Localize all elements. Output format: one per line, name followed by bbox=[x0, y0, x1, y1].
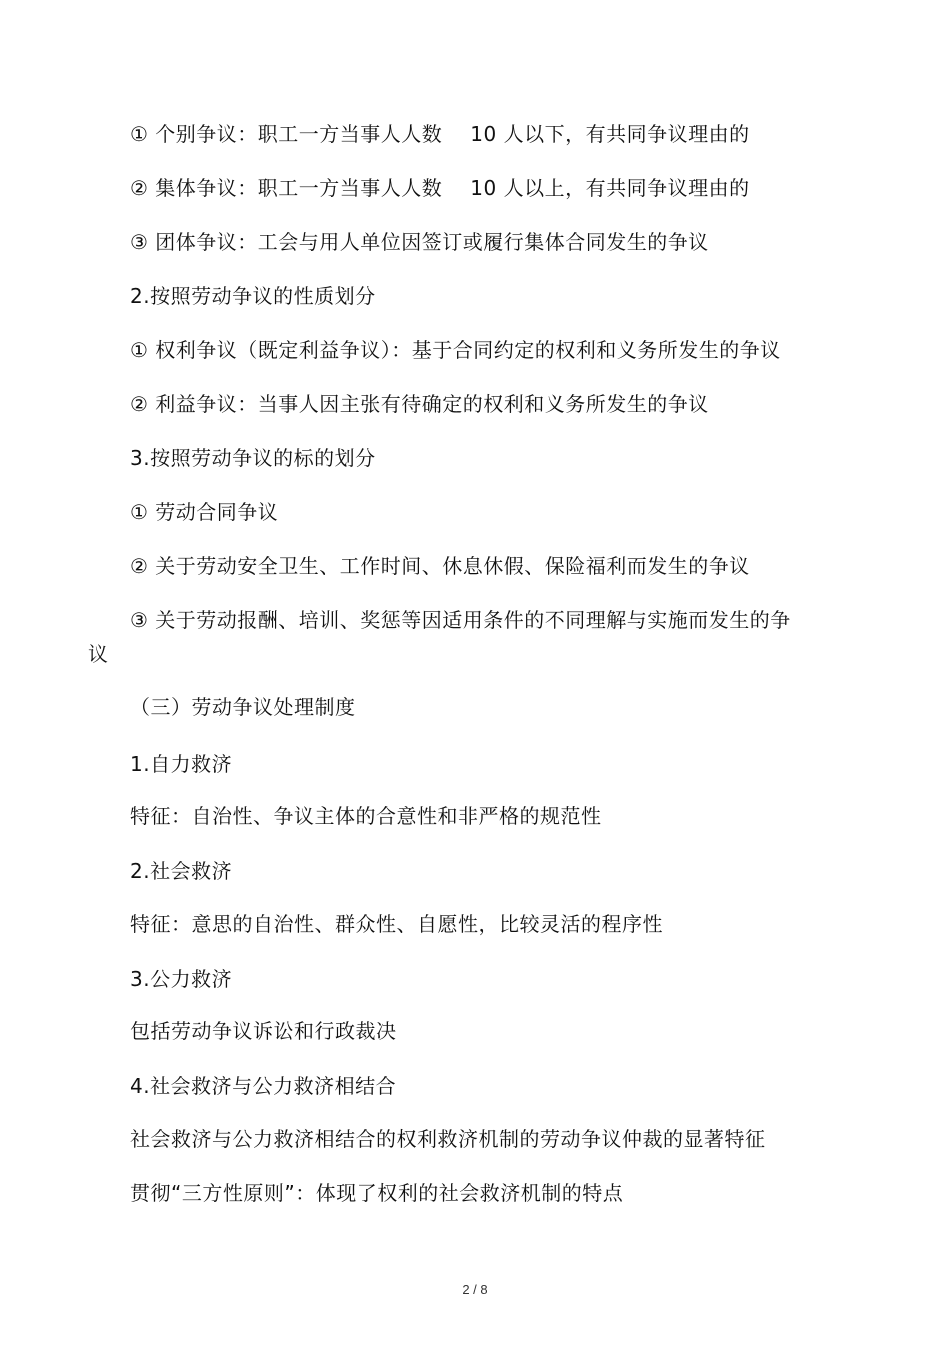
heading-social-remedy: 2.社会救济 bbox=[130, 859, 233, 883]
page-number: 2 / 8 bbox=[462, 1282, 488, 1297]
text-line-individual-dispute: ① 个别争议：职工一方当事人人数 10 人以下，有共同争议理由的 bbox=[130, 122, 750, 146]
heading-by-subject: 3.按照劳动争议的标的划分 bbox=[130, 446, 376, 470]
heading-by-nature: 2.按照劳动争议的性质划分 bbox=[130, 284, 376, 308]
heading-combined-remedy: 4.社会救济与公力救济相结合 bbox=[130, 1074, 397, 1098]
text-line-collective-dispute: ② 集体争议：职工一方当事人人数 10 人以上，有共同争议理由的 bbox=[130, 176, 750, 200]
text-line-pay-dispute: ③ 关于劳动报酬、培训、奖惩等因适用条件的不同理解与实施而发生的争 bbox=[130, 608, 791, 632]
heading-self-remedy: 1.自力救济 bbox=[130, 752, 233, 776]
heading-public-remedy: 3.公力救济 bbox=[130, 967, 233, 991]
text-line-group-dispute: ③ 团体争议：工会与用人单位因签订或履行集体合同发生的争议 bbox=[130, 230, 709, 254]
text-line-self-remedy-features: 特征：自治性、争议主体的合意性和非严格的规范性 bbox=[130, 804, 602, 828]
text-line-arbitration-feature: 社会救济与公力救济相结合的权利救济机制的劳动争议仲裁的显著特征 bbox=[130, 1127, 766, 1151]
text-line-safety-dispute: ② 关于劳动安全卫生、工作时间、休息休假、保险福利而发生的争议 bbox=[130, 554, 750, 578]
text-line-rights-dispute: ① 权利争议（既定利益争议）：基于合同约定的权利和义务所发生的争议 bbox=[130, 338, 781, 362]
text-line-contract-dispute: ① 劳动合同争议 bbox=[130, 500, 279, 524]
text-line-pay-dispute-continued: 议 bbox=[88, 642, 109, 666]
text-line-public-remedy-scope: 包括劳动争议诉讼和行政裁决 bbox=[130, 1019, 397, 1043]
section-heading-handling-system: （三）劳动争议处理制度 bbox=[130, 695, 356, 719]
text-line-social-remedy-features: 特征：意思的自治性、群众性、自愿性，比较灵活的程序性 bbox=[130, 912, 663, 936]
text-line-tripartite-principle: 贯彻“三方性原则”：体现了权利的社会救济机制的特点 bbox=[130, 1181, 624, 1205]
text-line-interest-dispute: ② 利益争议：当事人因主张有待确定的权利和义务所发生的争议 bbox=[130, 392, 709, 416]
